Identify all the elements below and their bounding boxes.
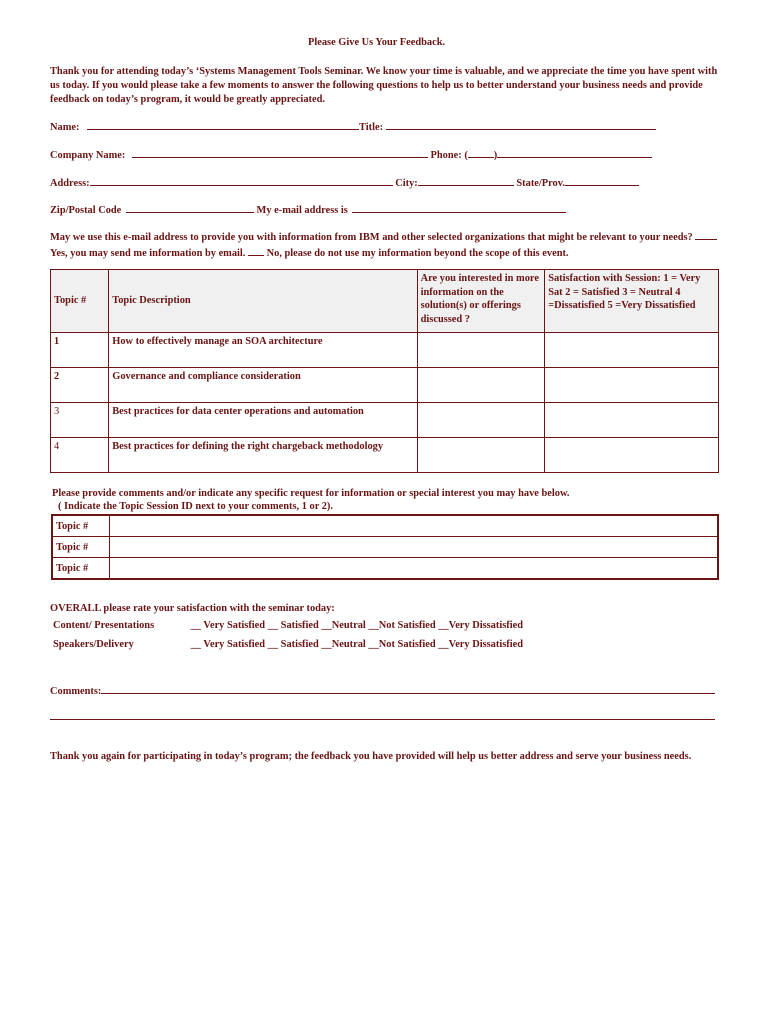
name-field[interactable] — [87, 119, 359, 130]
name-row — [50, 119, 656, 133]
table-row — [51, 438, 719, 473]
comment-topic-label: Topic # — [52, 558, 110, 580]
comments-row — [50, 683, 715, 697]
comment-row — [52, 515, 718, 537]
interest-cell[interactable] — [417, 403, 545, 438]
interest-header: Are you interested in more information on the solution(s) or offerings discussed ? — [417, 270, 545, 333]
closing-paragraph: Thank you again for participating in today’s program; the feedback you have provided will help us better address and serve your business needs. — [50, 751, 692, 762]
title-field[interactable] — [386, 119, 656, 130]
topic-num-header: Topic # — [51, 270, 109, 333]
interest-cell[interactable] — [417, 333, 545, 368]
zip-label: Zip/Postal Code — [50, 205, 122, 216]
satisfaction-cell[interactable] — [545, 403, 719, 438]
company-label: Company Name: — [50, 150, 126, 161]
city-field[interactable] — [418, 175, 514, 186]
topic-description: Best practices for data center operations and automation — [109, 403, 417, 438]
topic-description: Best practices for defining the right chargeback methodology — [109, 438, 417, 473]
address-field[interactable] — [90, 175, 393, 186]
form-title: Please Give Us Your Feedback. — [308, 37, 446, 48]
consent-yes-label: Yes, you may send me information by email. — [50, 248, 246, 259]
phone-label: Phone: ( — [430, 150, 468, 161]
rating-options[interactable]: __ Very Satisfied __ Satisfied __Neutral __Not Satisfied __Very Dissatisfied — [190, 620, 524, 631]
intro-paragraph: Thank you for attending today’s ‘Systems Management Tools Seminar. We know your time is valuable, and we appreciate the time you have spent with us today. If you would please take a few moments to answer the following questions to help us to better understand your business needs and provide feedback on today’s program, it would be greatly appreciated. — [50, 66, 718, 105]
consent-yes-blank[interactable] — [695, 229, 717, 240]
rating-category: Content/ Presentations — [53, 620, 155, 631]
company-field[interactable] — [132, 147, 428, 158]
area-code-field[interactable] — [468, 147, 494, 158]
comment-row — [52, 558, 718, 580]
topic-table-header — [51, 270, 719, 333]
topic-description: Governance and compliance consideration — [109, 368, 417, 403]
state-field[interactable] — [565, 175, 639, 186]
comment-input[interactable] — [110, 515, 719, 537]
comment-row — [52, 537, 718, 558]
topic-number: 1 — [51, 333, 109, 368]
comment-table — [51, 514, 719, 580]
topic-description: How to effectively manage an SOA architecture — [109, 333, 417, 368]
interest-cell[interactable] — [417, 368, 545, 403]
city-label: City: — [395, 178, 418, 189]
zip-email-row — [50, 202, 566, 216]
comments-instructions-line1: Please provide comments and/or indicate any specific request for information or special interest you may have below. — [52, 488, 570, 499]
table-row — [51, 333, 719, 368]
email-label: My e-mail address is — [256, 205, 348, 216]
satisfaction-cell[interactable] — [545, 333, 719, 368]
company-row — [50, 147, 652, 161]
comments-field[interactable] — [101, 683, 715, 694]
rating-row-content — [53, 620, 523, 631]
address-label: Address: — [50, 178, 90, 189]
phone-close-paren: ) — [493, 150, 498, 161]
table-row — [51, 403, 719, 438]
satisfaction-cell[interactable] — [545, 438, 719, 473]
interest-cell[interactable] — [417, 438, 545, 473]
consent-no-label: No, please do not use my information beyond the scope of this event. — [266, 248, 569, 259]
table-row — [51, 368, 719, 403]
phone-field[interactable] — [497, 147, 652, 158]
comments-label: Comments: — [50, 686, 102, 697]
comment-input[interactable] — [110, 537, 719, 558]
consent-no-blank[interactable] — [248, 245, 264, 256]
rating-row-speakers — [53, 639, 523, 650]
zip-field[interactable] — [126, 202, 254, 213]
satisfaction-cell[interactable] — [545, 368, 719, 403]
comments-instructions-line2: ( Indicate the Topic Session ID next to your comments, 1 or 2). — [58, 501, 333, 512]
satisfaction-header: Satisfaction with Session: 1 = Very Sat 2 = Satisfied 3 = Neutral 4 =Dissatisfied 5 =Very Dissatisfied — [545, 270, 719, 333]
topic-number: 2 — [51, 368, 109, 403]
comment-input[interactable] — [110, 558, 719, 580]
state-label: State/Prov. — [516, 178, 565, 189]
rating-options[interactable]: __ Very Satisfied __ Satisfied __Neutral __Not Satisfied __Very Dissatisfied — [190, 639, 524, 650]
comment-topic-label: Topic # — [52, 537, 110, 558]
topic-description-header: Topic Description — [109, 270, 417, 333]
title-label: Title: — [359, 122, 384, 133]
consent-question: May we use this e-mail address to provide you with information from IBM and other selected organizations that might be relevant to your needs? — [50, 232, 693, 243]
topic-table — [50, 269, 719, 473]
name-label: Name: — [50, 122, 80, 133]
email-consent — [50, 229, 725, 261]
rating-category: Speakers/Delivery — [53, 639, 134, 650]
address-row — [50, 175, 639, 189]
email-field[interactable] — [352, 202, 566, 213]
topic-number: 4 — [51, 438, 109, 473]
overall-heading: OVERALL please rate your satisfaction with the seminar today: — [50, 603, 335, 614]
topic-number: 3 — [51, 403, 109, 438]
comment-topic-label: Topic # — [52, 515, 110, 537]
comments-line-2[interactable] — [50, 708, 715, 720]
